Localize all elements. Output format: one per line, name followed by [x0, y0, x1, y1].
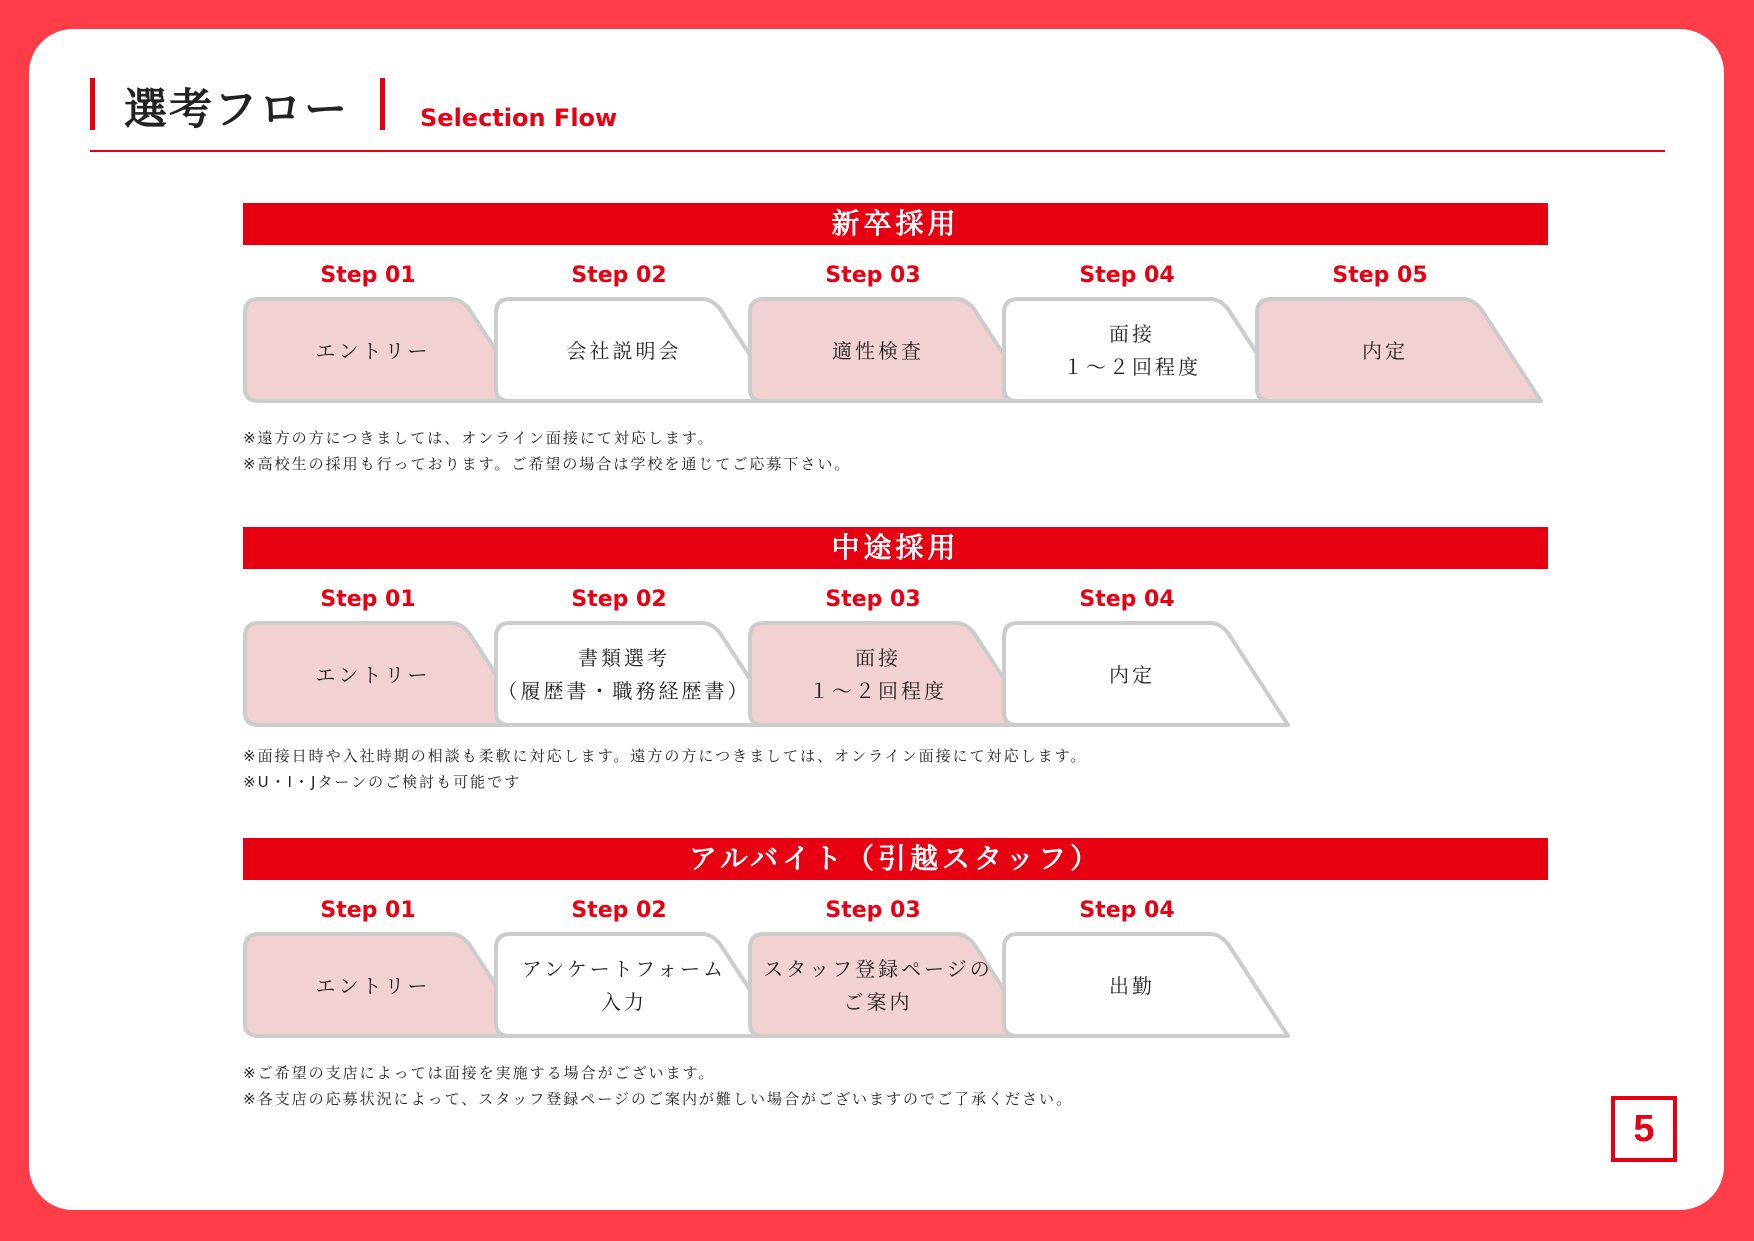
- step-label: Step 04: [1079, 898, 1175, 923]
- section-notes: [243, 743, 1087, 795]
- step-label: Step 01: [320, 263, 416, 288]
- step-text: [748, 621, 1008, 729]
- page-header: [90, 78, 1665, 152]
- step-text-line: アンケートフォーム: [521, 957, 727, 981]
- step-text-line: スタッフ登録ページの: [763, 957, 993, 981]
- step-text: [748, 297, 1008, 405]
- step-text-line: エントリー: [315, 662, 431, 687]
- step-text-line: （履歴書・職務経歴書）: [497, 679, 751, 703]
- page-subtitle: Selection Flow: [420, 104, 618, 132]
- step-text-line: 内定: [1109, 662, 1155, 687]
- step-text: [243, 621, 503, 729]
- step-label: Step 02: [571, 263, 667, 288]
- section-title: 新卒採用: [243, 203, 1548, 245]
- step-label: Step 05: [1332, 263, 1428, 288]
- step-box: [1255, 297, 1555, 405]
- section-notes: [243, 1060, 1073, 1112]
- title-bar-right: [380, 78, 385, 130]
- step-flow: [243, 587, 1548, 727]
- page-title: 選考フロー: [124, 85, 349, 135]
- step-text-line: 書類選考: [578, 646, 670, 670]
- step-label: Step 04: [1079, 587, 1175, 612]
- step-box: [1002, 932, 1302, 1040]
- step-text-line: エントリー: [315, 973, 431, 998]
- step-text-line: 適性検査: [832, 338, 924, 363]
- step-text: [1255, 297, 1515, 405]
- step-text: [243, 297, 503, 405]
- section-title: アルバイト（引越スタッフ）: [243, 838, 1548, 880]
- step-text: [1002, 932, 1262, 1040]
- step-text: [494, 621, 754, 729]
- step-text-line: エントリー: [315, 338, 431, 363]
- title-bar-left: [90, 78, 95, 130]
- note-line: ※ご希望の支店によっては面接を実施する場合がございます。: [243, 1064, 716, 1082]
- step-label: Step 03: [825, 587, 921, 612]
- section-title: 中途採用: [243, 527, 1548, 569]
- step-text-line: 面接: [1109, 322, 1155, 346]
- step-text: [748, 932, 1008, 1040]
- step-label: Step 02: [571, 898, 667, 923]
- step-box: [1002, 621, 1302, 729]
- step-label: Step 01: [320, 898, 416, 923]
- step-label: Step 03: [825, 898, 921, 923]
- step-text-line: １～２回程度: [1063, 355, 1201, 379]
- step-text-line: ご案内: [843, 990, 913, 1014]
- step-text-line: １～２回程度: [809, 679, 947, 703]
- step-text: [1002, 297, 1262, 405]
- step-text: [243, 932, 503, 1040]
- step-text-line: 会社説明会: [566, 338, 682, 363]
- step-text-line: 出勤: [1109, 973, 1155, 998]
- section-notes: [243, 425, 851, 477]
- step-label: Step 04: [1079, 263, 1175, 288]
- step-text-line: 内定: [1362, 338, 1408, 363]
- step-text-line: 入力: [601, 990, 647, 1014]
- note-line: ※高校生の採用も行っております。ご希望の場合は学校を通じてご応募下さい。: [243, 455, 852, 473]
- step-text: [494, 297, 754, 405]
- step-flow: [243, 263, 1548, 403]
- note-line: ※各支店の応募状況によって、スタッフ登録ページのご案内が難しい場合がございますのでご了承ください。: [243, 1090, 1073, 1108]
- note-line: ※U・I・Jターンのご検討も可能です: [243, 773, 522, 791]
- step-label: Step 02: [571, 587, 667, 612]
- header-rule: [90, 150, 1665, 152]
- note-line: ※遠方の方につきましては、オンライン面接にて対応します。: [243, 429, 715, 447]
- step-text: [1002, 621, 1262, 729]
- page-number: 5: [1611, 1096, 1677, 1162]
- step-label: Step 01: [320, 587, 416, 612]
- step-flow: [243, 898, 1548, 1038]
- step-text: [494, 932, 754, 1040]
- note-line: ※面接日時や入社時期の相談も柔軟に対応します。遠方の方につきましては、オンライン面接にて対応します。: [243, 747, 1088, 765]
- step-text-line: 面接: [855, 646, 901, 670]
- step-label: Step 03: [825, 263, 921, 288]
